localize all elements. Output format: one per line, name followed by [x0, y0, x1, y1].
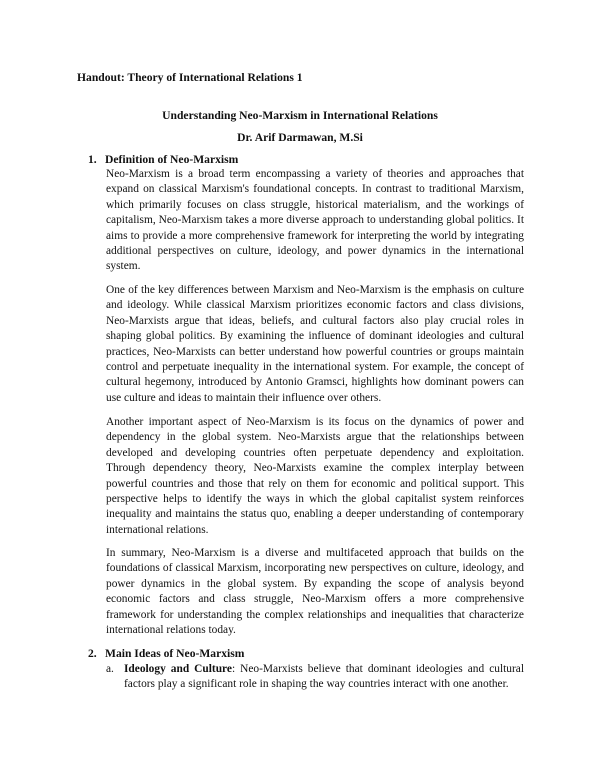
section-2-title: Main Ideas of Neo-Marxism: [105, 647, 245, 660]
item-term: Ideology and Culture: [124, 663, 232, 675]
section-1-paragraph-2: One of the key differences between Marxism and Neo-Marxism is the emphasis on culture and ideology. While classical Marxism prioritizes economic factors and class divisions, Neo-Marxists argue that ideas, beliefs, and cultural factors also play crucial roles in shaping global politics. By examining the influence of dominant ideologies and cultural practices, Neo-Marxists can better understand how powerful countries or groups maintain control and perpetuate inequality in the international system. For example, the concept of cultural hegemony, introduced by Antonio Gramsci, highlights how dominant powers can use culture and ideas to maintain their influence over others.: [106, 284, 524, 404]
section-2-heading: [88, 647, 244, 661]
section-1-heading: [88, 153, 238, 167]
item-text: : Neo-Marxists believe that dominant ideologies and cultural factors play a significant role in shaping the way countries interact with one another.: [124, 663, 524, 691]
section-1-paragraph-3: Another important aspect of Neo-Marxism is its focus on the dynamics of power and dependency in the global system. Neo-Marxists argue that the relationships between developed and developing countries often perpetuate dependency and exploitation. Through dependency theory, Neo-Marxists examine the complex interplay between powerful countries and those that rely on them for economic and political support. This perspective helps to identify the ways in which the global capitalist system reinforces inequality and maintains the status quo, enabling a deeper understanding of contemporary international relations.: [106, 416, 524, 536]
handout-title: Handout: Theory of International Relations 1: [77, 71, 303, 84]
item-marker: a.: [106, 663, 114, 675]
section-1-paragraph-1: Neo-Marxism is a broad term encompassing a variety of theories and approaches that expand on classical Marxism's foundational concepts. In contrast to traditional Marxism, which primarily focuses on class struggle, historical materialism, and the workings of capitalism, Neo-Marxism takes a more diverse approach to understanding global politics. It aims to provide a more comprehensive framework for interpreting the world by integrating additional perspectives on culture, ideology, and power dynamics in the international system.: [106, 168, 524, 273]
section-1-number: 1.: [88, 153, 97, 166]
item-body: [124, 662, 524, 693]
section-2-number: 2.: [88, 647, 97, 660]
section-2-item-a: [106, 662, 524, 693]
author-name: Dr. Arif Darmawan, M.Si: [237, 131, 363, 144]
section-1-paragraph-4: In summary, Neo-Marxism is a diverse and multifaceted approach that builds on the foundations of classical Marxism, incorporating new perspectives on culture, ideology, and power dynamics in the global system. By expanding the scope of analysis beyond economic factors and class struggle, Neo-Marxism offers a more comprehensive framework for understanding the complex relationships and inequalities that characterize international relations today.: [106, 547, 524, 637]
document-title: Understanding Neo-Marxism in International Relations: [162, 109, 438, 122]
section-1-title: Definition of Neo-Marxism: [105, 153, 239, 166]
